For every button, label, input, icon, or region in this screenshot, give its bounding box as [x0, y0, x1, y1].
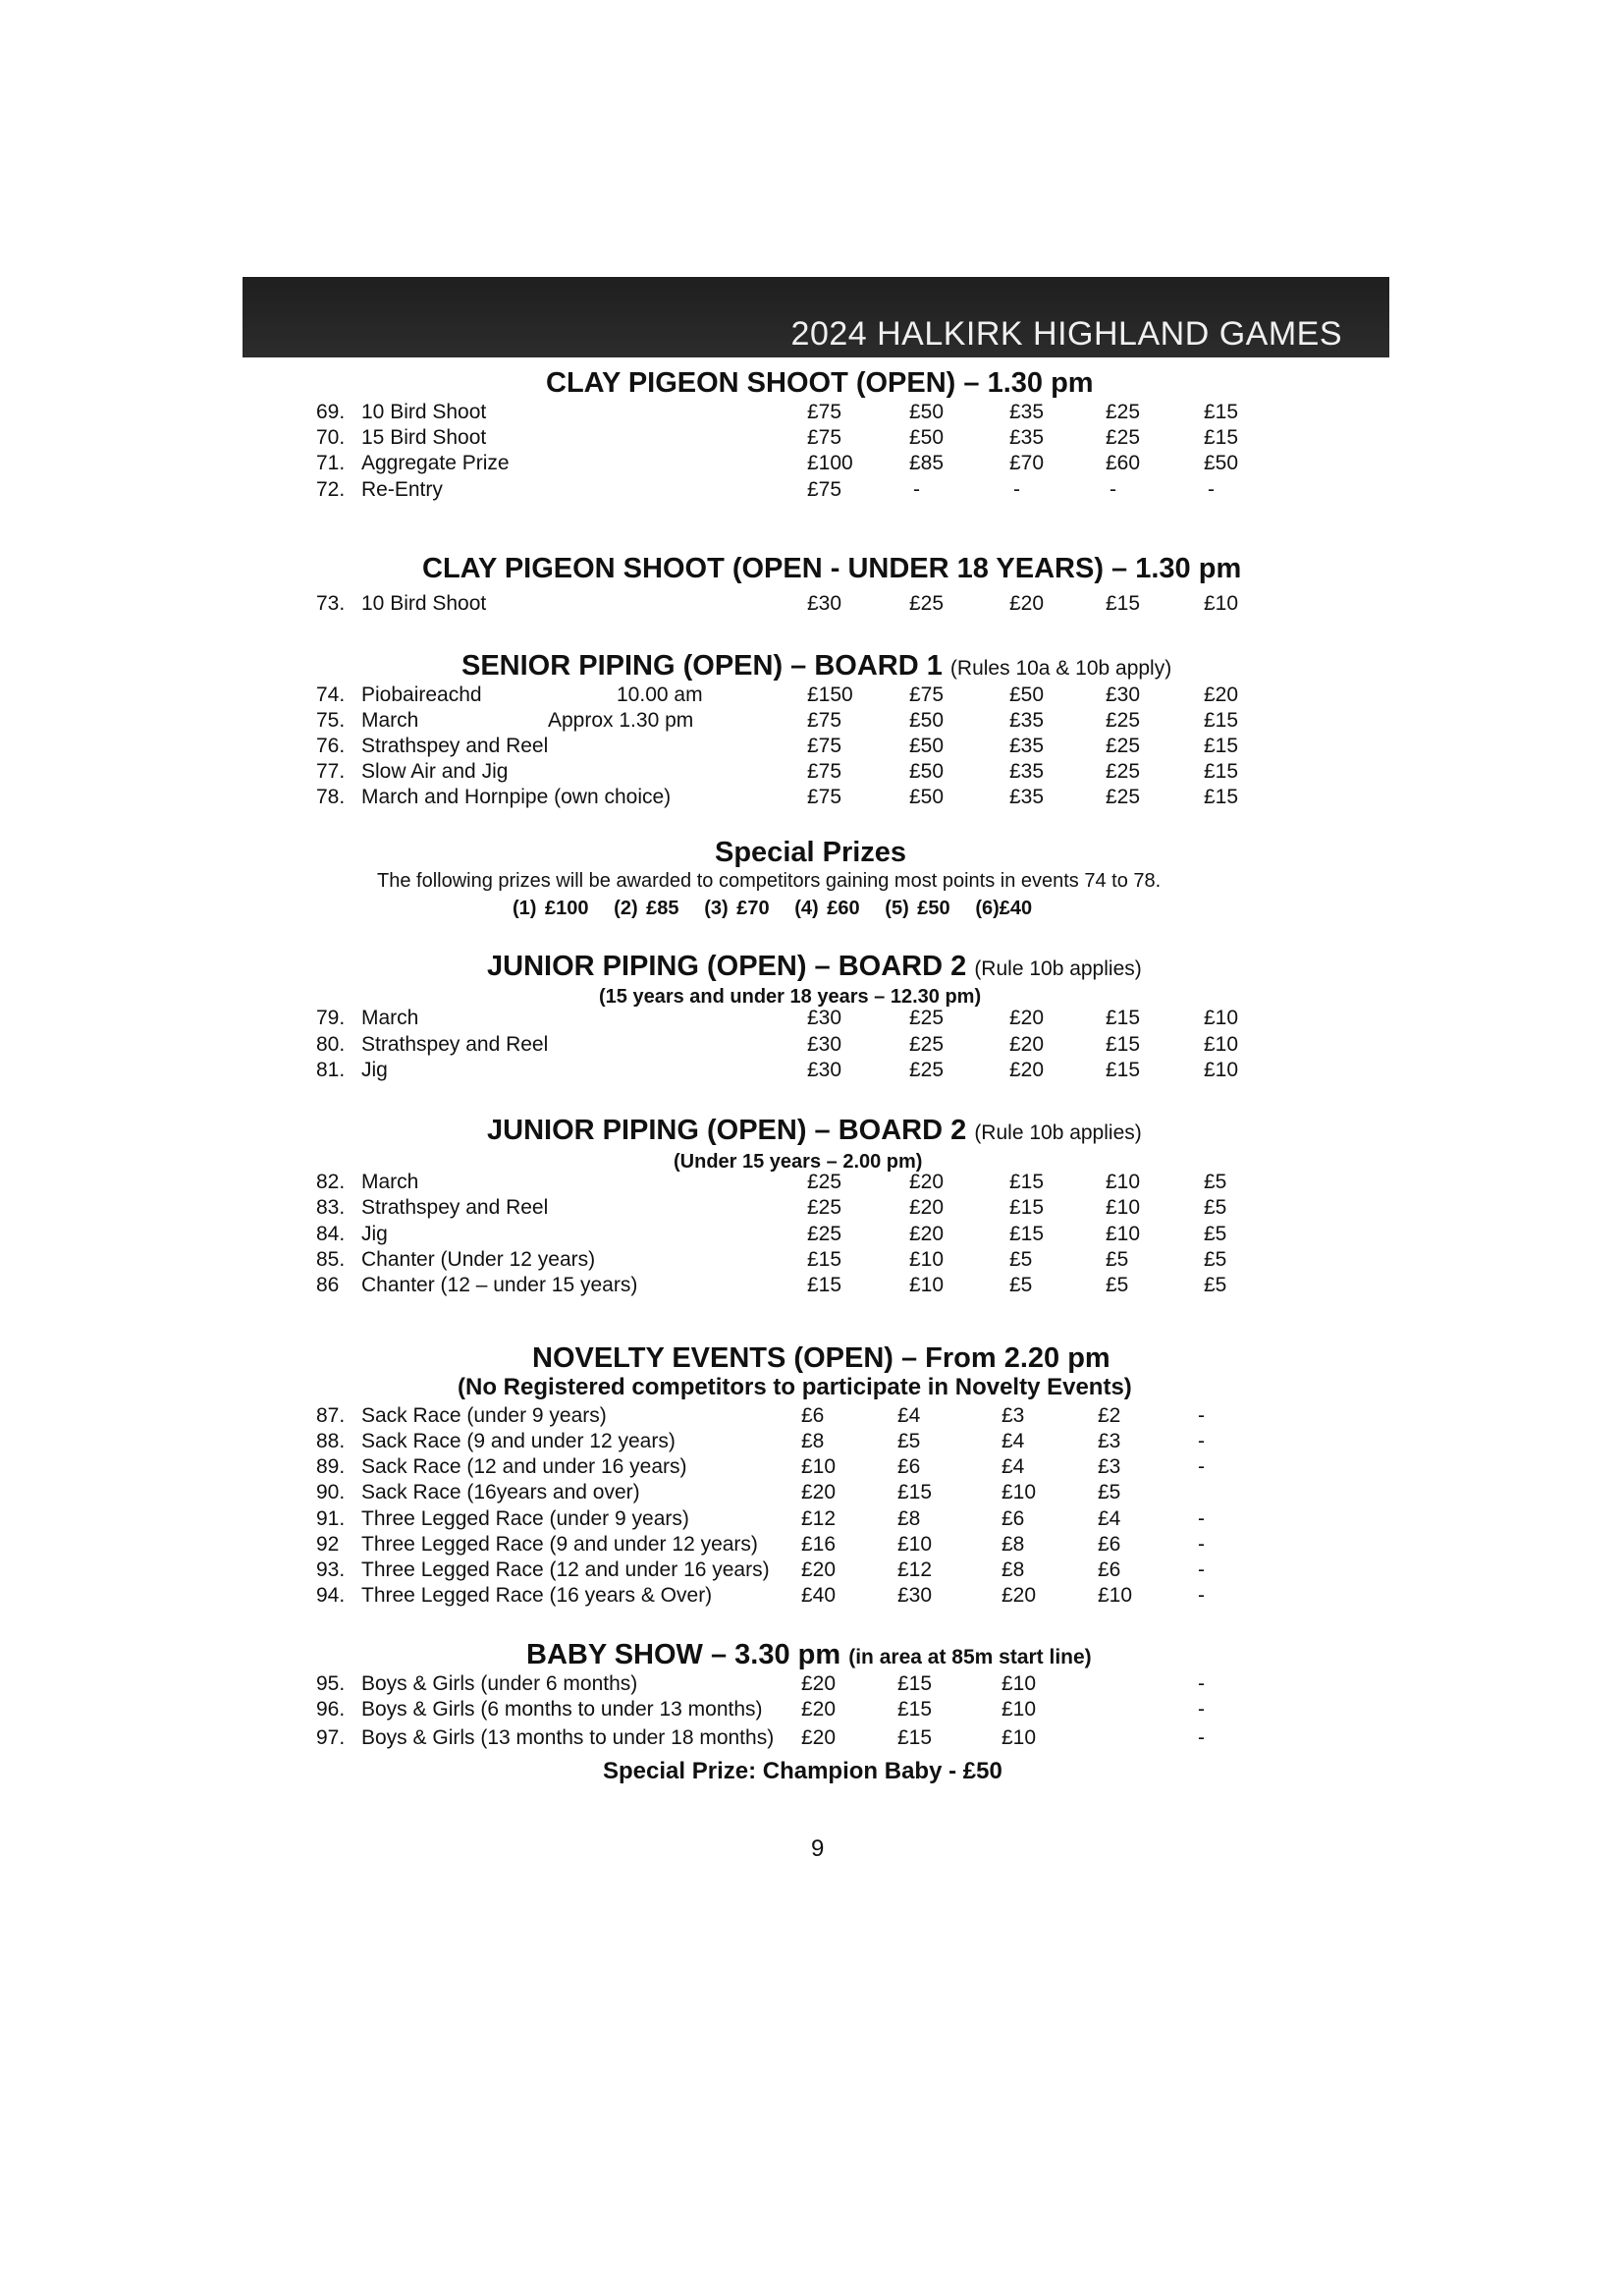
senior-piping-header: [461, 650, 1171, 683]
prize-2: £85: [909, 452, 945, 474]
table-row: [0, 1404, 1624, 1430]
prize-3: £10: [1001, 1672, 1037, 1695]
prize-3: £35: [1009, 735, 1045, 757]
event-name: March: [361, 1007, 419, 1029]
prize-1: £75: [807, 478, 842, 501]
event-number: 93.: [316, 1558, 346, 1581]
prize-3: £50: [1009, 683, 1045, 706]
prize-5: -: [1198, 1404, 1205, 1427]
table-row: [0, 1033, 1624, 1059]
event-number: 76.: [316, 735, 346, 757]
table-row: [0, 1455, 1624, 1481]
event-number: 81.: [316, 1059, 346, 1081]
prize-3: £3: [1001, 1404, 1025, 1427]
prize-4: £25: [1106, 786, 1141, 808]
event-name: Three Legged Race (9 and under 12 years): [361, 1533, 758, 1556]
prize-2: £20: [909, 1223, 945, 1245]
prize-5: £10: [1204, 1007, 1239, 1029]
prize-3: £10: [1001, 1698, 1037, 1721]
prize-2: £30: [897, 1584, 933, 1607]
prize-1: £20: [801, 1481, 837, 1503]
prize-3: £8: [1001, 1533, 1025, 1556]
prize-5: £15: [1204, 760, 1239, 783]
table-row: [0, 1007, 1624, 1032]
prize-1: £12: [801, 1507, 837, 1530]
prize-5: £10: [1204, 592, 1239, 615]
prize-4: £25: [1106, 401, 1141, 423]
prize-3: £8: [1001, 1558, 1025, 1581]
event-name: 10 Bird Shoot: [361, 401, 487, 423]
table-row: [0, 1223, 1624, 1248]
table-row: [0, 683, 1624, 709]
prize-4: £2: [1098, 1404, 1121, 1427]
prize-2: £4: [897, 1404, 921, 1427]
baby-show-location: (in area at 85m start line): [848, 1646, 1092, 1668]
table-row: [0, 786, 1624, 811]
event-number: 80.: [316, 1033, 346, 1056]
prize-5: £5: [1204, 1274, 1227, 1296]
prize-5: -: [1198, 1584, 1205, 1607]
baby-show-header: [526, 1639, 1092, 1671]
prize-2: £15: [897, 1672, 933, 1695]
event-number: 92: [316, 1533, 340, 1556]
prize-3: £35: [1009, 709, 1045, 732]
prize-5: £50: [1204, 452, 1239, 474]
prize-3: £5: [1009, 1248, 1033, 1271]
prize-3: £15: [1009, 1223, 1045, 1245]
event-name: Aggregate Prize: [361, 452, 510, 474]
event-name: 10 Bird Shoot: [361, 592, 487, 615]
prize-5: -: [1198, 1533, 1205, 1556]
event-name: Slow Air and Jig: [361, 760, 509, 783]
table-row: [0, 401, 1624, 426]
prize-3: £70: [1009, 452, 1045, 474]
prize-3: £4: [1001, 1455, 1025, 1478]
banner-title: 2024 HALKIRK HIGHLAND GAMES: [790, 315, 1342, 353]
prize-2: £50: [909, 709, 945, 732]
event-number: 88.: [316, 1430, 346, 1452]
clay-u18-title: CLAY PIGEON SHOOT (OPEN - UNDER 18 YEARS) – 1.30 pm: [422, 553, 1242, 584]
novelty-subline: (No Registered competitors to participate in Novelty Events): [458, 1374, 1132, 1400]
prize-3: £15: [1009, 1196, 1045, 1219]
prize-1: £10: [801, 1455, 837, 1478]
prize-1: £75: [807, 735, 842, 757]
junior-piping-1-rules: (Rule 10b applies): [974, 957, 1142, 980]
event-name: Re-Entry: [361, 478, 443, 501]
prize-5: £15: [1204, 709, 1239, 732]
prize-5: £5: [1204, 1171, 1227, 1193]
prize-4: £5: [1106, 1274, 1129, 1296]
prize-1: £15: [807, 1274, 842, 1296]
prize-2: £50: [909, 426, 945, 449]
event-name: March: [361, 1171, 419, 1193]
prize-2: £10: [897, 1533, 933, 1556]
event-name: Strathspey and Reel: [361, 1196, 549, 1219]
prize-1: £15: [807, 1248, 842, 1271]
prize-3: £5: [1009, 1274, 1033, 1296]
prize-2: £50: [909, 786, 945, 808]
junior-piping-2-header: [487, 1115, 1142, 1147]
special-prizes-title: Special Prizes: [715, 837, 907, 868]
prize-3: £20: [1009, 1033, 1045, 1056]
prize-4: £10: [1106, 1171, 1141, 1193]
prize-4: £25: [1106, 760, 1141, 783]
prize-4: £60: [1106, 452, 1141, 474]
prize-2: £20: [909, 1196, 945, 1219]
event-name: Boys & Girls (under 6 months): [361, 1672, 638, 1695]
junior-piping-1-title: JUNIOR PIPING (OPEN) – BOARD 2: [487, 951, 967, 982]
event-name: Sack Race (12 and under 16 years): [361, 1455, 687, 1478]
event-name: Three Legged Race (12 and under 16 years): [361, 1558, 770, 1581]
prize-5: -: [1208, 478, 1215, 501]
event-number: 82.: [316, 1171, 346, 1193]
event-number: 72.: [316, 478, 346, 501]
prize-5: -: [1198, 1455, 1205, 1478]
prize-2: £6: [897, 1455, 921, 1478]
event-name: March: [361, 709, 419, 732]
event-number: 84.: [316, 1223, 346, 1245]
prize-5: -: [1198, 1507, 1205, 1530]
event-name: Three Legged Race (16 years & Over): [361, 1584, 713, 1607]
event-number: 71.: [316, 452, 346, 474]
clay-open-title: CLAY PIGEON SHOOT (OPEN) – 1.30 pm: [546, 367, 1094, 399]
table-row: [0, 426, 1624, 452]
prize-4: £10: [1106, 1223, 1141, 1245]
prize-3: £6: [1001, 1507, 1025, 1530]
prize-5: -: [1198, 1672, 1205, 1695]
prize-4: £4: [1098, 1507, 1121, 1530]
prize-1: £25: [807, 1223, 842, 1245]
event-number: 79.: [316, 1007, 346, 1029]
page-number: 9: [811, 1835, 825, 1862]
prize-3: £10: [1001, 1726, 1037, 1749]
header-banner: [243, 277, 1389, 357]
prize-5: £5: [1204, 1248, 1227, 1271]
prize-5: £5: [1204, 1196, 1227, 1219]
prize-2: £10: [909, 1248, 945, 1271]
prize-3: £20: [1001, 1584, 1037, 1607]
prize-4: -: [1110, 478, 1116, 501]
event-name: Boys & Girls (6 months to under 13 months): [361, 1698, 763, 1721]
prize-1: £25: [807, 1171, 842, 1193]
special-prizes-amounts: (1) £100 (2) £85 (3) £70 (4) £60 (5) £50 (6)£40: [513, 898, 1033, 919]
prize-4: £5: [1098, 1481, 1121, 1503]
event-name: Strathspey and Reel: [361, 1033, 549, 1056]
junior-piping-2-title: JUNIOR PIPING (OPEN) – BOARD 2: [487, 1115, 967, 1146]
prize-4: £6: [1098, 1533, 1121, 1556]
event-number: 78.: [316, 786, 346, 808]
event-number: 89.: [316, 1455, 346, 1478]
prize-1: £16: [801, 1533, 837, 1556]
prize-5: £15: [1204, 401, 1239, 423]
prize-5: -: [1198, 1430, 1205, 1452]
table-row: [0, 735, 1624, 760]
event-number: 87.: [316, 1404, 346, 1427]
table-row: [0, 478, 1624, 504]
prize-2: £50: [909, 760, 945, 783]
event-name: Jig: [361, 1059, 388, 1081]
prize-5: £15: [1204, 426, 1239, 449]
prize-2: £25: [909, 592, 945, 615]
table-row: [0, 760, 1624, 786]
prize-1: £75: [807, 401, 842, 423]
prize-4: £25: [1106, 735, 1141, 757]
senior-piping-rules: (Rules 10a & 10b apply): [949, 657, 1172, 680]
prize-4: £10: [1098, 1584, 1133, 1607]
senior-piping-title: SENIOR PIPING (OPEN) – BOARD 1: [461, 650, 943, 682]
prize-2: £25: [909, 1007, 945, 1029]
table-row: [0, 1698, 1624, 1723]
prize-4: £25: [1106, 709, 1141, 732]
novelty-title: NOVELTY EVENTS (OPEN) – From 2.20 pm: [532, 1342, 1110, 1374]
prize-3: £35: [1009, 786, 1045, 808]
prize-1: £75: [807, 426, 842, 449]
event-number: 83.: [316, 1196, 346, 1219]
event-number: 85.: [316, 1248, 346, 1271]
event-name: Piobaireachd: [361, 683, 482, 706]
prize-2: -: [913, 478, 920, 501]
prize-3: £35: [1009, 760, 1045, 783]
prize-3: £10: [1001, 1481, 1037, 1503]
prize-5: -: [1198, 1558, 1205, 1581]
prize-4: £15: [1106, 1007, 1141, 1029]
prize-1: £75: [807, 786, 842, 808]
prize-1: £30: [807, 1059, 842, 1081]
prize-3: £20: [1009, 1059, 1045, 1081]
event-name: March and Hornpipe (own choice): [361, 786, 672, 808]
table-row: [0, 1726, 1624, 1752]
prize-4: £15: [1106, 1033, 1141, 1056]
event-number: 69.: [316, 401, 346, 423]
prize-4: £3: [1098, 1430, 1121, 1452]
event-number: 95.: [316, 1672, 346, 1695]
event-number: 91.: [316, 1507, 346, 1530]
junior-piping-1-subline: (15 years and under 18 years – 12.30 pm): [599, 986, 982, 1008]
prize-2: £75: [909, 683, 945, 706]
table-row: [0, 1196, 1624, 1222]
prize-1: £75: [807, 709, 842, 732]
prize-1: £30: [807, 1033, 842, 1056]
junior-piping-1-header: [487, 951, 1142, 983]
prize-1: £6: [801, 1404, 825, 1427]
prize-4: £15: [1106, 1059, 1141, 1081]
prize-1: £20: [801, 1558, 837, 1581]
prize-1: £30: [807, 592, 842, 615]
table-row: [0, 1059, 1624, 1084]
prize-5: £10: [1204, 1059, 1239, 1081]
table-row: [0, 1507, 1624, 1533]
event-number: 97.: [316, 1726, 346, 1749]
event-name: Sack Race (under 9 years): [361, 1404, 607, 1427]
prize-1: £40: [801, 1584, 837, 1607]
prize-5: £15: [1204, 786, 1239, 808]
prize-5: -: [1198, 1726, 1205, 1749]
event-name: Chanter (12 – under 15 years): [361, 1274, 638, 1296]
prize-2: £12: [897, 1558, 933, 1581]
prize-1: £25: [807, 1196, 842, 1219]
prize-4: £25: [1106, 426, 1141, 449]
prize-2: £15: [897, 1481, 933, 1503]
prize-3: £20: [1009, 592, 1045, 615]
event-name: Sack Race (16years and over): [361, 1481, 640, 1503]
event-name: Chanter (Under 12 years): [361, 1248, 596, 1271]
prize-1: £75: [807, 760, 842, 783]
prize-1: £20: [801, 1698, 837, 1721]
event-name: Sack Race (9 and under 12 years): [361, 1430, 676, 1452]
event-name: Three Legged Race (under 9 years): [361, 1507, 689, 1530]
prize-5: £10: [1204, 1033, 1239, 1056]
event-name: Boys & Girls (13 months to under 18 months): [361, 1726, 775, 1749]
prize-4: £6: [1098, 1558, 1121, 1581]
event-time: 10.00 am: [617, 683, 703, 706]
table-row: [0, 1248, 1624, 1274]
event-number: 73.: [316, 592, 346, 615]
prize-4: £10: [1106, 1196, 1141, 1219]
prize-1: £20: [801, 1726, 837, 1749]
event-number: 77.: [316, 760, 346, 783]
table-row: [0, 1430, 1624, 1455]
prize-5: £20: [1204, 683, 1239, 706]
prize-3: £35: [1009, 426, 1045, 449]
prize-2: £20: [909, 1171, 945, 1193]
event-number: 74.: [316, 683, 346, 706]
prize-3: £4: [1001, 1430, 1025, 1452]
prize-3: £35: [1009, 401, 1045, 423]
prize-2: £15: [897, 1726, 933, 1749]
event-time: Approx 1.30 pm: [548, 709, 694, 732]
table-row: [0, 1533, 1624, 1558]
prize-2: £10: [909, 1274, 945, 1296]
prize-3: -: [1013, 478, 1020, 501]
prize-1: £20: [801, 1672, 837, 1695]
table-row: [0, 1274, 1624, 1299]
prize-5: £15: [1204, 735, 1239, 757]
prize-2: £25: [909, 1059, 945, 1081]
event-name: Strathspey and Reel: [361, 735, 549, 757]
baby-show-special-prize: Special Prize: Champion Baby - £50: [603, 1758, 1002, 1784]
table-row: [0, 1672, 1624, 1698]
prize-2: £5: [897, 1430, 921, 1452]
prize-2: £8: [897, 1507, 921, 1530]
table-row: [0, 452, 1624, 477]
prize-4: £15: [1106, 592, 1141, 615]
prize-5: -: [1198, 1698, 1205, 1721]
table-row: [0, 1171, 1624, 1196]
baby-show-title: BABY SHOW – 3.30 pm: [526, 1639, 841, 1670]
prize-2: £50: [909, 401, 945, 423]
prize-4: £5: [1106, 1248, 1129, 1271]
junior-piping-2-rules: (Rule 10b applies): [974, 1121, 1142, 1144]
table-row: [0, 1558, 1624, 1584]
prize-2: £15: [897, 1698, 933, 1721]
prize-1: £30: [807, 1007, 842, 1029]
special-prizes-text: The following prizes will be awarded to competitors gaining most points in events 74 to 78.: [377, 870, 1162, 892]
prize-2: £25: [909, 1033, 945, 1056]
table-row: [0, 592, 1624, 618]
prize-1: £150: [807, 683, 853, 706]
event-number: 70.: [316, 426, 346, 449]
prize-3: £20: [1009, 1007, 1045, 1029]
event-number: 86: [316, 1274, 340, 1296]
event-number: 75.: [316, 709, 346, 732]
event-number: 96.: [316, 1698, 346, 1721]
table-row: [0, 1481, 1624, 1506]
event-number: 94.: [316, 1584, 346, 1607]
table-row: [0, 709, 1624, 735]
prize-3: £15: [1009, 1171, 1045, 1193]
table-row: [0, 1584, 1624, 1610]
prize-5: £5: [1204, 1223, 1227, 1245]
event-name: Jig: [361, 1223, 388, 1245]
prize-1: £8: [801, 1430, 825, 1452]
junior-piping-2-subline: (Under 15 years – 2.00 pm): [674, 1151, 923, 1173]
prize-4: £30: [1106, 683, 1141, 706]
prize-4: £3: [1098, 1455, 1121, 1478]
prize-2: £50: [909, 735, 945, 757]
event-number: 90.: [316, 1481, 346, 1503]
event-name: 15 Bird Shoot: [361, 426, 487, 449]
prize-1: £100: [807, 452, 853, 474]
